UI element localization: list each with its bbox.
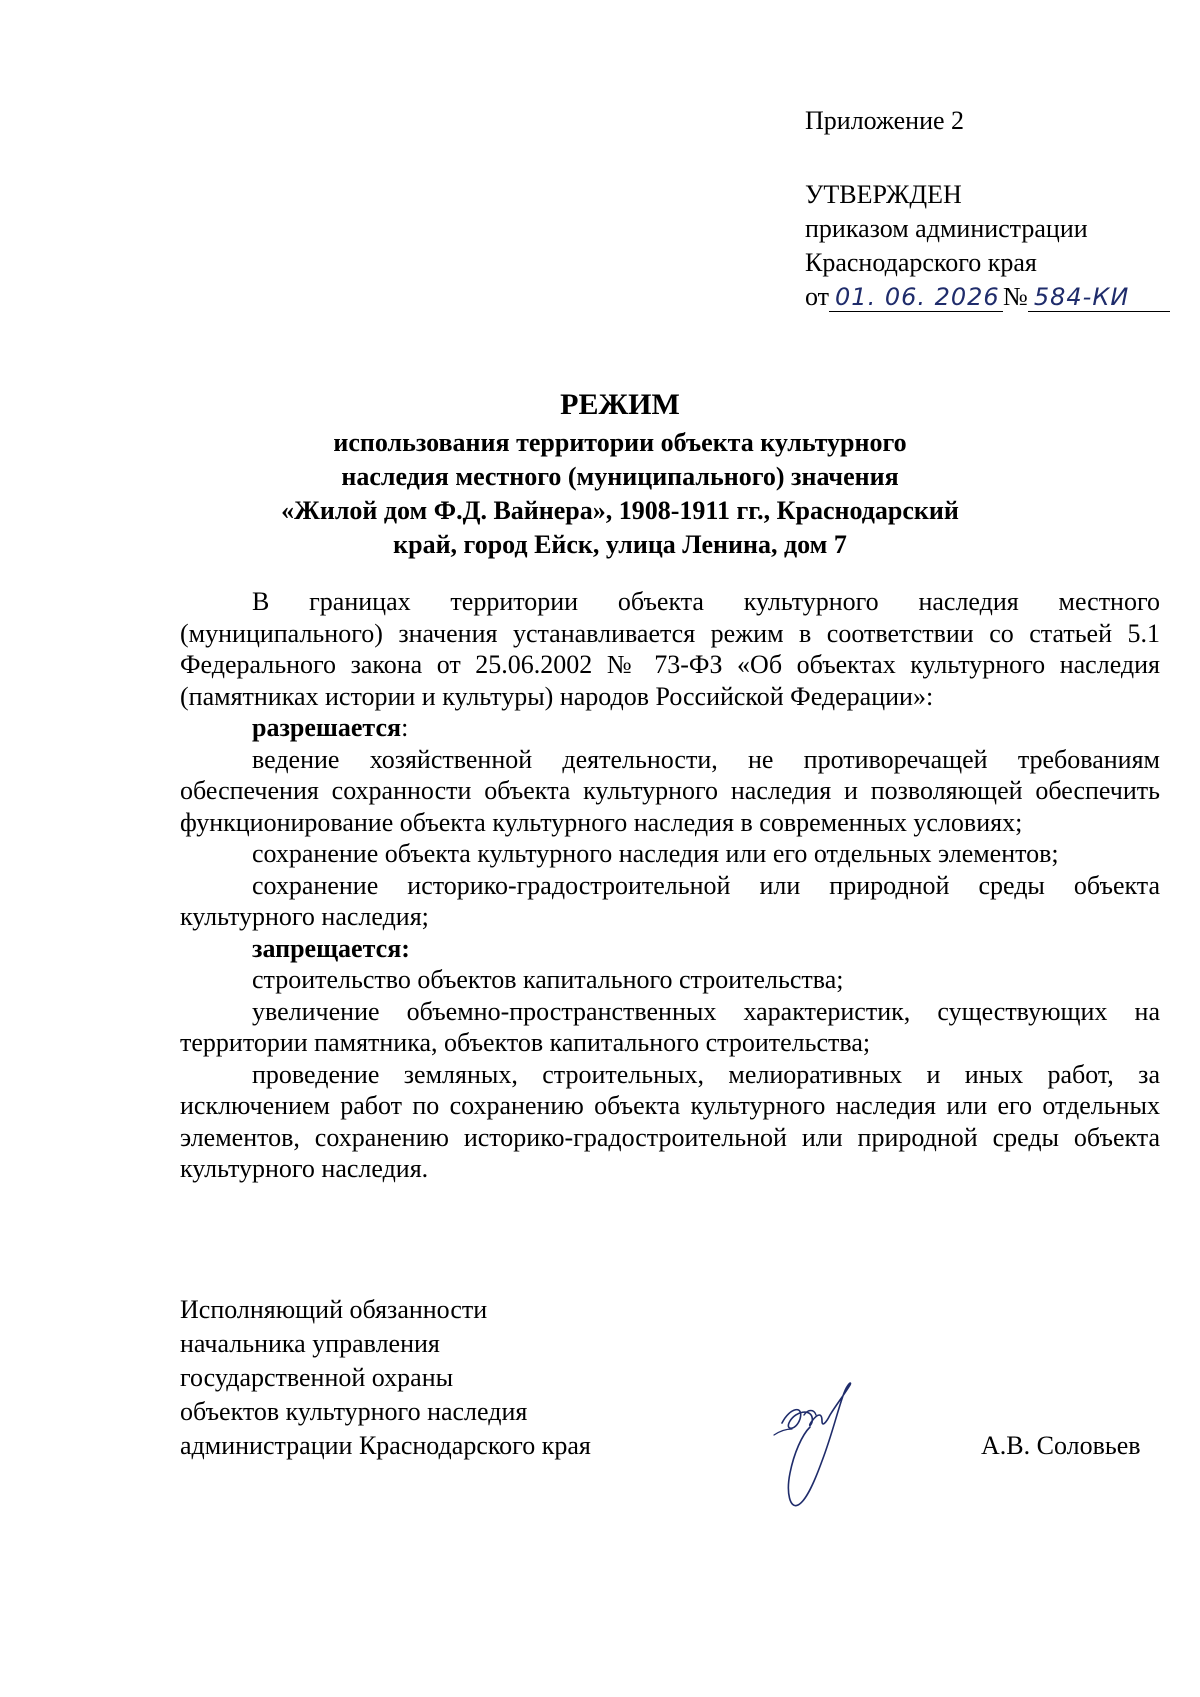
document-title: РЕЖИМ bbox=[560, 388, 680, 421]
signatory-position-block bbox=[180, 1293, 591, 1463]
approved-by-line-1: приказом администрации bbox=[805, 214, 1088, 243]
subtitle-line-3: «Жилой дом Ф.Д. Вайнера», 1908-1911 гг., Краснодарский bbox=[281, 496, 959, 525]
position-line-1: Исполняющий обязанности bbox=[180, 1295, 488, 1324]
allowed-heading-colon: : bbox=[401, 713, 409, 742]
position-line-5: администрации Краснодарского края bbox=[180, 1431, 591, 1460]
prohibited-item: увеличение объемно-пространственных характеристик, существующих на территории памятника, объектов капитального строительства; bbox=[180, 996, 1160, 1057]
approval-stamp-block bbox=[805, 104, 1170, 314]
appendix-label: Приложение 2 bbox=[805, 106, 965, 135]
allowed-heading-paragraph bbox=[180, 712, 1160, 744]
prohibited-item: строительство объектов капитального строительства; bbox=[252, 965, 844, 994]
subtitle-line-2: наследия местного (муниципального) значения bbox=[341, 462, 899, 491]
allowed-item: сохранение объекта культурного наследия или его отдельных элементов; bbox=[252, 839, 1059, 868]
intro-paragraph: В границах территории объекта культурного наследия местного (муниципального) значения устанавливается режим в соответствии со статьей 5.1 Федерального закона от 25.06.2002 № 73-ФЗ «Об объектах культурного наследия (памятниках истории и культуры) народов Российской Федерации»: bbox=[180, 587, 1160, 711]
allowed-item: ведение хозяйственной деятельности, не противоречащей требованиям обеспечения сохранности объекта культурного наследия и позволяющей обеспечить функционирование объекта культурного наследия в современных условиях; bbox=[180, 744, 1160, 837]
approved-label: УТВЕРЖДЕН bbox=[805, 180, 962, 209]
position-line-2: начальника управления bbox=[180, 1329, 440, 1358]
allowed-heading: разрешается bbox=[252, 713, 402, 742]
allowed-item: сохранение историко-градостроительной или природной среды объекта культурного наследия; bbox=[180, 870, 1160, 931]
handwritten-signature bbox=[760, 1365, 880, 1525]
approved-by-line-2: Краснодарского края bbox=[805, 248, 1037, 277]
handwritten-date: 01. 06. 2026 bbox=[829, 283, 1003, 312]
position-line-4: объектов культурного наследия bbox=[180, 1397, 528, 1426]
date-prefix: от bbox=[805, 282, 830, 311]
position-line-3: государственной охраны bbox=[180, 1363, 454, 1392]
handwritten-order-number: 584-КИ bbox=[1028, 283, 1170, 312]
subtitle-line-4: край, город Ейск, улица Ленина, дом 7 bbox=[393, 530, 847, 559]
signatory-name: А.В. Соловьев bbox=[981, 1431, 1141, 1460]
order-date-number-line bbox=[805, 280, 1170, 314]
document-title-block bbox=[220, 388, 1020, 562]
prohibited-item: проведение земляных, строительных, мелиоративных и иных работ, за исключением работ по сохранению объекта культурного наследия или его отдельных элементов, сохранению историко-градостроительной или природной среды объекта культурного наследия. bbox=[180, 1059, 1160, 1183]
subtitle-line-1: использования территории объекта культурного bbox=[333, 428, 907, 457]
number-prefix: № bbox=[1003, 282, 1028, 311]
document-body bbox=[180, 586, 1160, 1185]
prohibited-heading: запрещается: bbox=[252, 933, 410, 963]
